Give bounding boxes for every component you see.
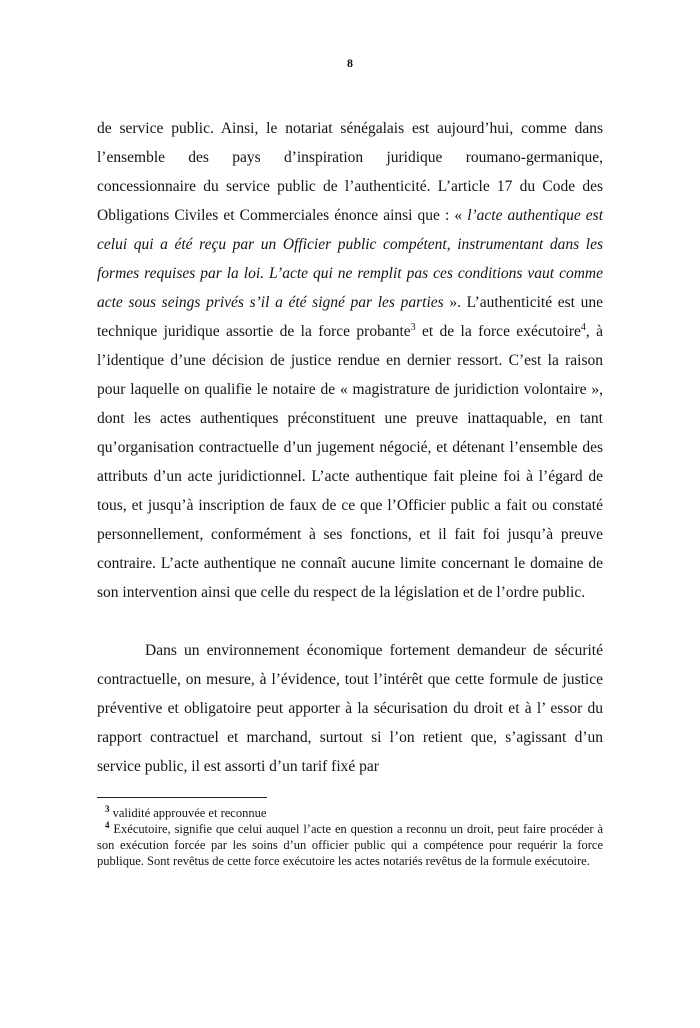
footnotes	[97, 805, 603, 869]
footnote-text: Exécutoire, signifie que celui auquel l’acte en question a reconnu un droit, peut faire procéder à son exécution forcée par les soins d’un officier public qui a compétence pour requérir la force publique. Sont revêtus de cette force exécutoire les actes notariés revêtus de la formule exécutoire.	[97, 822, 603, 868]
footnote-ref: 3	[410, 321, 416, 333]
footnote-separator	[97, 797, 267, 798]
text-run: ». L’authenticité est une technique juridique assortie de la force probante	[97, 294, 604, 340]
text-run: Dans un environnement économique fortement demandeur de sécurité contractuelle, on mesure, à l’évidence, tout l’intérêt que cette formule de justice préventive et obligatoire peut apporter à la sécurisation du droit et à l’ essor du rapport contractuel et marchand, surtout si l’on retient que, s’agissant d’un service public, il est assorti d’un tarif fixé par	[97, 642, 603, 775]
text-run: de service public. Ainsi, le notariat sénégalais est aujourd’hui, comme dans l’ensemble des pays d’inspiration juridique roumano-germanique, concessionnaire du service public de l’authenticité. L’article 17 du Code des Obligations Civiles et Commerciales énonce ainsi que : «	[97, 120, 603, 224]
footnote	[97, 805, 603, 821]
quoted-text: l’acte authentique est celui qui a été reçu par un Officier public compétent, instrumentant dans les formes requises par la loi. L’acte qui ne remplit pas ces conditions vaut comme acte sous seings privés s’il a été signé par les parties	[97, 207, 604, 311]
footnote-ref: 4	[580, 321, 586, 333]
body-text	[97, 114, 603, 781]
text-run: , à l’identique d’une décision de justice rendue en dernier ressort. C’est la raison pour laquelle on qualifie le notaire de « magistrature de juridiction volontaire », dont les actes authentiques préconstituent une preuve inattaquable, en tant qu’organisation contractuelle d’un jugement négocié, et détenant l’ensemble des attributs d’un acte juridictionnel. L’acte authentique fait pleine foi à l’égard de tous, et jusqu’à inscription de faux de ce que l’Officier public a fait ou constaté personnellement, conformément à ses fonctions, et il fait foi jusqu’à preuve contraire. L’acte authentique ne connaît aucune limite concernant le domaine de son intervention ainsi que celle du respect de la législation et de l’ordre public.	[97, 323, 603, 601]
paragraph	[97, 114, 603, 607]
footnote-marker: 3	[105, 803, 110, 814]
footnote	[97, 821, 603, 869]
paragraph	[97, 636, 603, 781]
text-run: et de la force exécutoire	[415, 323, 581, 340]
footnote-marker: 4	[105, 819, 110, 830]
footnote-text: validité approuvée et reconnue	[109, 806, 267, 820]
page-number: 8	[347, 56, 353, 70]
